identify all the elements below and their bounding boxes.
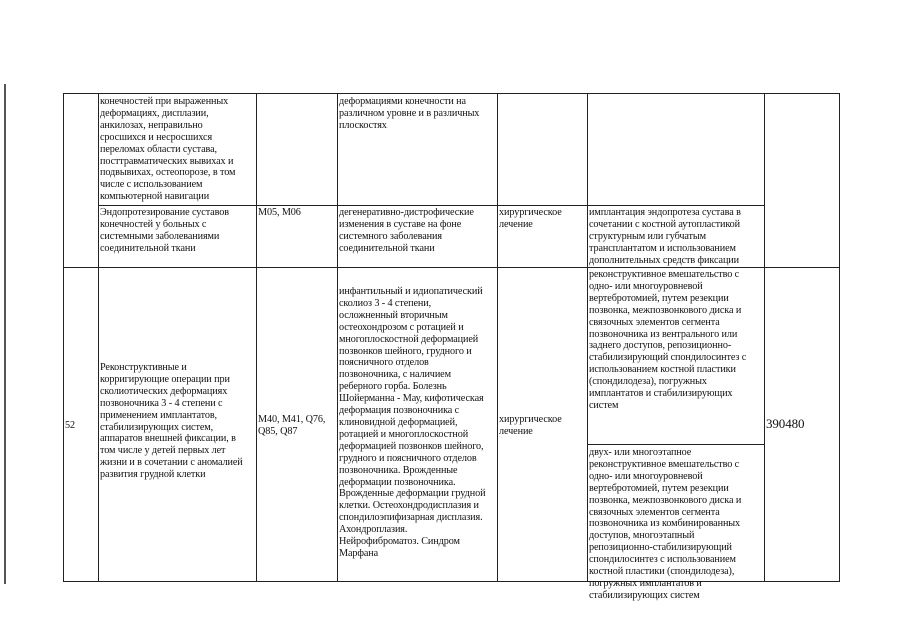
column-divider	[497, 93, 498, 582]
row-52-method-2: двух- или многоэтапное реконструктивное вмешательство с одно- или многоуровневой вертебротомией, путем резекции позвонка, межпозвонкового диска и связочных элементов сегмента позвоночника из комбинированных доступов, многоэтапный репозиционно-стабилизирующий спондилосинтез с использованием костной пластики (спондилодеза), погружных имплантатов и стабилизирующих систем	[589, 447, 742, 601]
row-divider	[98, 205, 764, 206]
row-52-model: инфантильный и идиопатический сколиоз 3 - 4 степени, осложненный вторичным остеохондрозом с ротацией и многоплоскостной деформацией позвонков шейного, грудного и поясничного отделов позвоночника, с наличием реберного горба. Болезнь Шойерманна - Мау, кифотическая деформация позвоночника с клиновидной деформацией, ротацией и многоплоскостной деформацией позвонков шейного, грудного и поясничного отделов позвоночника. Врожденные деформации позвоночника. Врожденные деформации грудной клетки. Остеохондродисплазия и спондилоэпифизарная дисплазия. Ахондроплазия. Нейрофиброматоз. Синдром Марфана	[339, 286, 486, 559]
row-52-codes: M40, M41, Q76, Q85, Q87	[258, 414, 326, 437]
row-mid-model: дегенеративно-дистрофические изменения в суставе на фоне системного заболевания соединительной ткани	[339, 207, 474, 254]
row-52-cost: 390480	[766, 416, 805, 431]
row-mid-codes: M05, M06	[258, 207, 301, 218]
row-52-method-1: реконструктивное вмешательство с одно- или многоуровневой вертебротомией, путем резекции позвонка, межпозвонкового диска и связочных элементов сегмента позвоночника из вентрального или заднего доступов, репозиционно- стабилизирующий спондилосинтез с использованием костной пластики (спондилодеза), погружных имплантатов и стабилизирующих систем	[589, 269, 747, 411]
column-divider	[256, 93, 257, 582]
row-top-name: конечностей при выраженных деформациях, дисплазии, анкилозах, неправильно сросшихся и несросшихся переломах области сустава, посттравматических вывихах и подвывихах, остеопорозе, в том числе с использованием компьютерной навигации	[100, 96, 236, 203]
row-mid-method: имплантация эндопротеза сустава в сочетании с костной аутопластикой структурным или губчатым трансплантатом и использованием дополнительных средств фиксации	[589, 207, 741, 266]
row-top-model: деформациями конечности на различном уровне и в различных плоскостях	[339, 96, 480, 131]
row-52-treatment: хирургическое лечение	[499, 414, 562, 437]
row-mid-treatment: хирургическое лечение	[499, 207, 562, 230]
row-52-number: 52	[65, 420, 75, 431]
column-divider	[764, 93, 765, 582]
column-divider	[98, 93, 99, 582]
column-divider	[839, 93, 840, 582]
column-divider	[587, 93, 588, 582]
column-divider	[63, 93, 64, 582]
row-divider	[63, 267, 840, 268]
table-border-top	[63, 93, 840, 94]
page-edge	[4, 84, 6, 584]
row-52-name: Реконструктивные и корригирующие операции при сколиотических деформациях позвоночника 3 - 4 степени с применением имплантатов, стабилизирующих систем, аппаратов внешней фиксации, в том числе у детей первых лет жизни и в сочетании с аномалией развития грудной клетки	[100, 362, 243, 481]
method-divider	[587, 444, 764, 445]
column-divider	[337, 93, 338, 582]
row-mid-name: Эндопротезирование суставов конечностей у больных с системными заболеваниями соединительной ткани	[100, 207, 229, 254]
